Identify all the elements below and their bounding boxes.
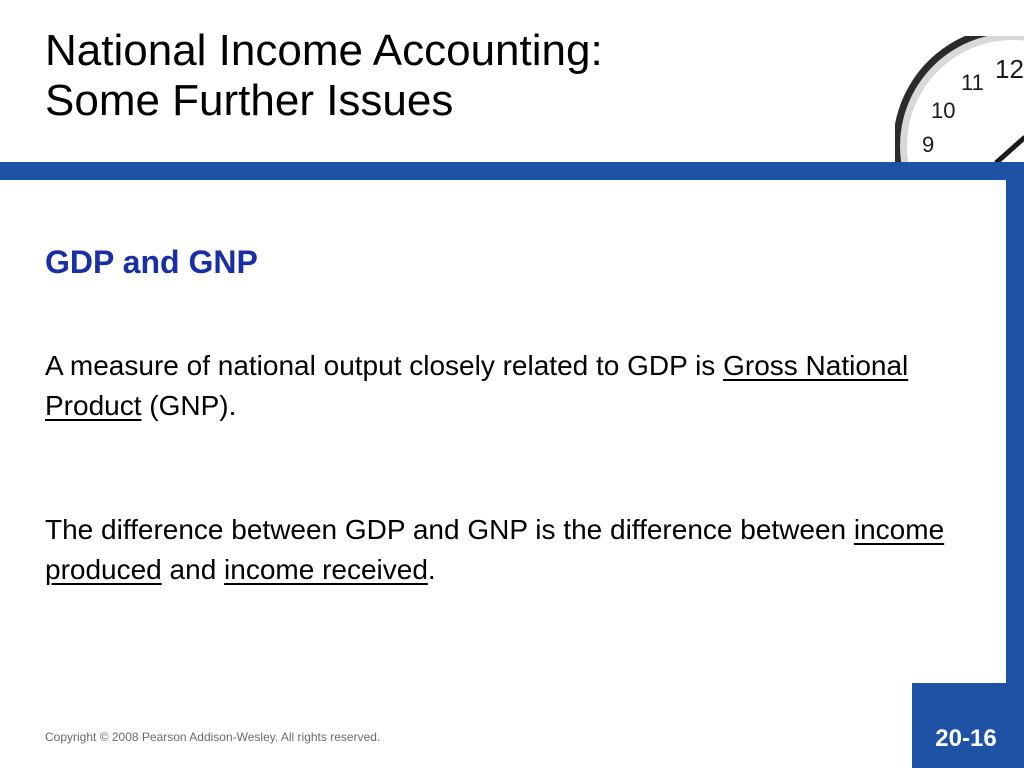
clock-numeral-10: 10	[931, 98, 956, 123]
term-income-produced: income produced	[45, 514, 945, 585]
slide-title-line-2: Some Further Issues	[45, 76, 454, 125]
slide-subtitle: GDP and GNP	[45, 244, 258, 280]
paragraph-text: (GNP).	[141, 390, 237, 421]
paragraph-text: and	[161, 554, 225, 585]
term-gross-national-product: Gross National Product	[45, 350, 909, 421]
clock-numeral-11: 11	[961, 70, 984, 95]
wall-clock-icon	[895, 36, 1024, 162]
paragraph-gdp-gnp-difference	[45, 510, 975, 590]
paragraph-text: The difference between GDP and GNP is the difference between	[45, 514, 854, 545]
paragraph-text: .	[427, 554, 436, 585]
clock-numeral-12: 12	[995, 54, 1024, 84]
copyright-notice: Copyright © 2008 Pearson Addison-Wesley. All rights reserved.	[45, 730, 381, 744]
header-band	[0, 162, 1024, 180]
clock-numeral-9: 9	[922, 132, 935, 157]
term-income-received: income received	[224, 554, 428, 585]
paragraph-text: A measure of national output closely related to GDP is	[45, 350, 724, 381]
paragraph-gnp-definition	[45, 346, 975, 426]
page-number: 20-16	[935, 725, 997, 752]
slide-title	[45, 26, 603, 126]
slide-title-line-1: National Income Accounting:	[45, 26, 603, 75]
side-band	[1006, 162, 1024, 768]
